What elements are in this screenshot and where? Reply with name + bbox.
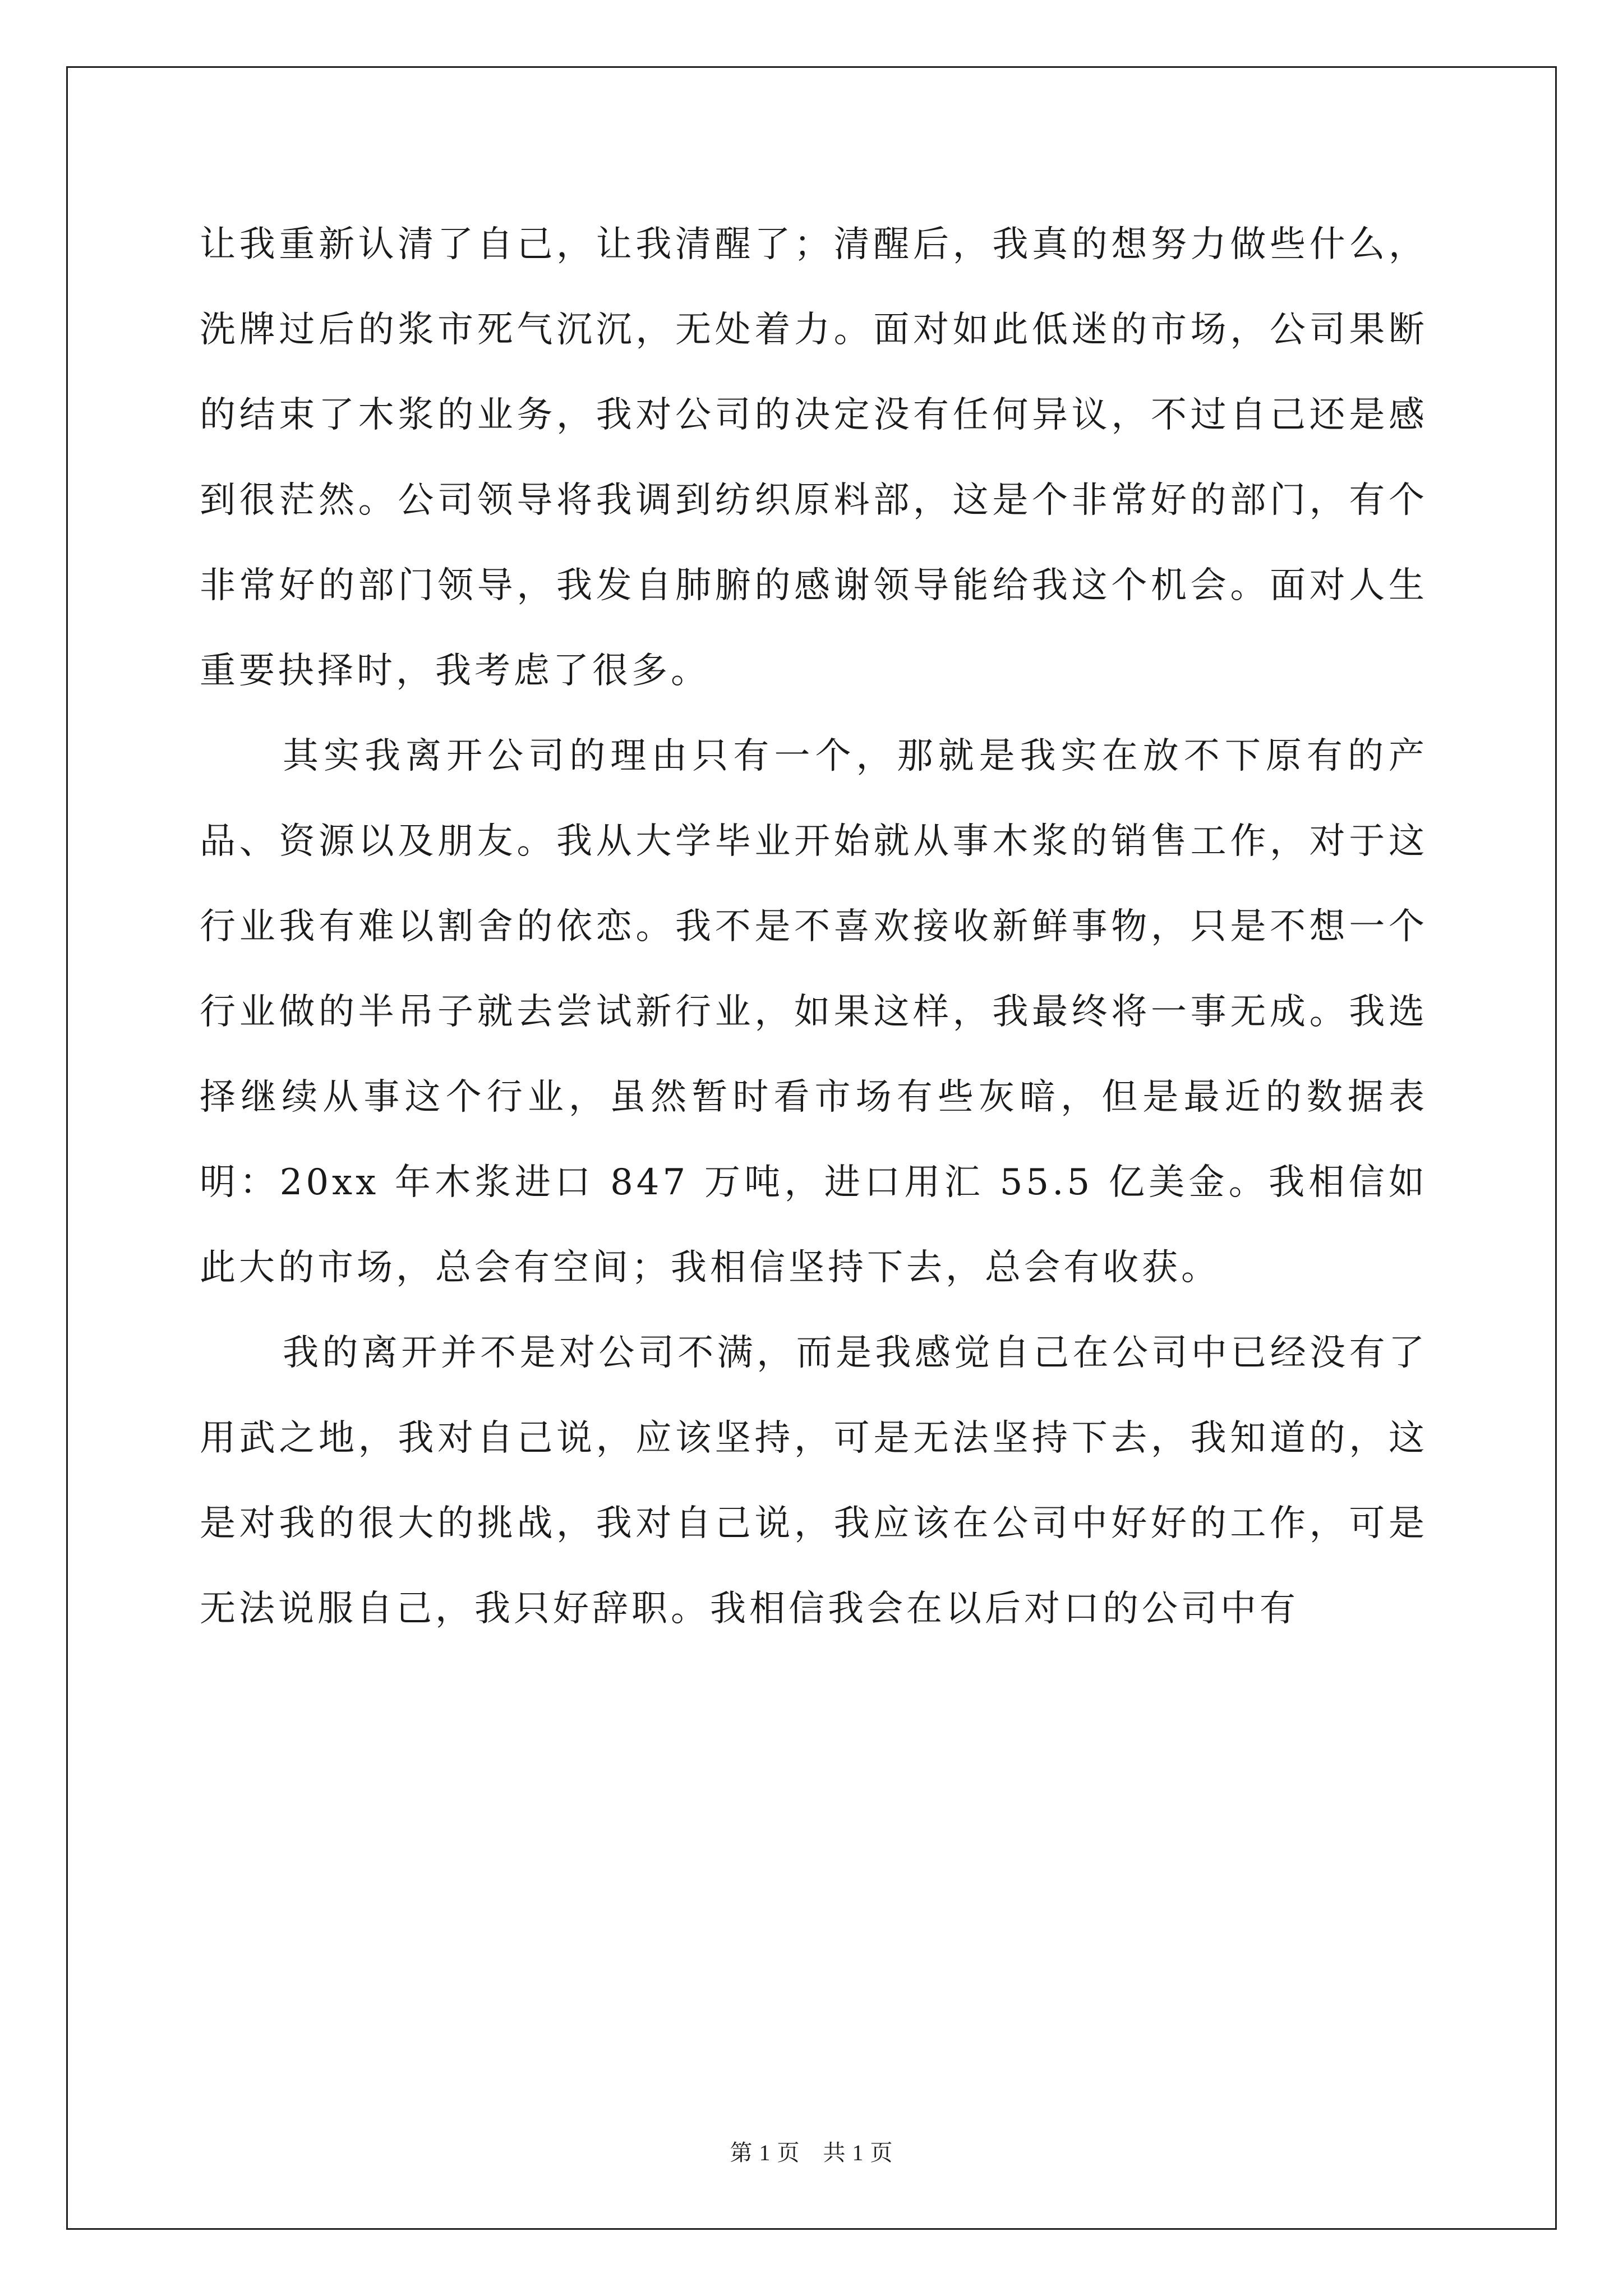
paragraph-1: 让我重新认清了自己，让我清醒了；清醒后，我真的想努力做些什么，洗牌过后的浆市死气沉沉，无处着力。面对如此低迷的市场，公司果断的结束了木浆的业务，我对公司的决定没有任何异议，不过自己还是感到很茫然。公司领导将我调到纺织原料部，这是个非常好的部门，有个非常好的部门领导，我发自肺腑的感谢领导能给我这个机会。面对人生重要抉择时，我考虑了很多。: [200, 224, 1428, 692]
paragraph-3: 我的离开并不是对公司不满，而是我感觉自己在公司中已经没有了用武之地，我对自己说，应该坚持，可是无法坚持下去，我知道的，这是对我的很大的挑战，我对自己说，我应该在公司中好好的工作，可是无法说服自己，我只好辞职。我相信我会在以后对口的公司中有: [200, 1332, 1428, 1630]
page-number-footer: 第 1 页 共 1 页: [730, 2140, 893, 2165]
document-body: [200, 202, 1428, 1651]
paragraph-2: 其实我离开公司的理由只有一个，那就是我实在放不下原有的产品、资源以及朋友。我从大学毕业开始就从事木浆的销售工作，对于这行业我有难以割舍的依恋。我不是不喜欢接收新鲜事物，只是不想一个行业做的半吊子就去尝试新行业，如果这样，我最终将一事无成。我选择继续从事这个行业，虽然暂时看市场有些灰暗，但是最近的数据表明：20xx 年木浆进口 847 万吨，进口用汇 55.5 亿美金。我相信如此大的市场，总会有空间；我相信坚持下去，总会有收获。: [200, 735, 1428, 1289]
